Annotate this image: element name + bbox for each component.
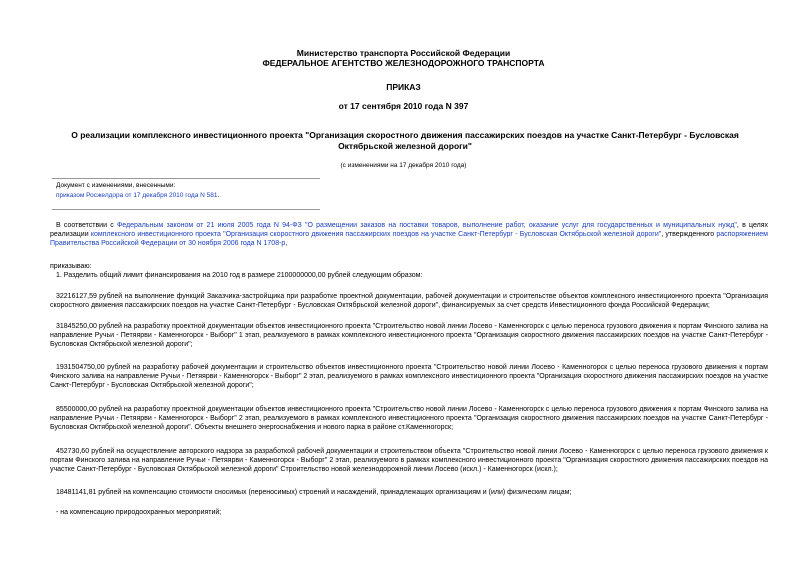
allocation-paragraph: 1931504750,00 рублей на разработку рабочей документации и строительство объектов инвестиционного проекта "Строительство новой линии Лосево - Каменногорск с целью переноса грузового движения к портам Финского залива на направление Ручьи - Петяярви - Каменногорск - Выборг" 2 этап, реализуемого в рамках комплексного инвестиционного проекта "Организация скоростного движения пассажирских поездов на участке Санкт-Петербург - Бусловская Октябрьской железной дороги"; xyxy=(50,364,768,390)
change-box xyxy=(52,181,324,201)
change-box-entry xyxy=(56,191,324,201)
allocation-paragraph: 452730,60 рублей на осуществление авторского надзора за разработкой рабочей документации и строительством объекта "Строительство новой линии Лосево - Каменногорск с целью переноса грузового движения к портам Финского залива на направление Ручьи - Петяярви - Каменногорск - Выборг" 2 этап, реализуемого в рамках комплексного инвестиционного проекта "Организация скоростного движения пассажирских поездов на участке Санкт-Петербург - Бусловская Октябрьской железной дороги" Строительство новой железнодорожной линии Лосево (искл.) - Каменногорск (искл.); xyxy=(50,448,768,474)
allocation-paragraph: 32216127,59 рублей на выполнение функций Заказчика-застройщика при разработке проектной документации, рабочей документации и строительстве объектов комплексного инвестиционного проекта "Организация скоростного движения пассажирских поездов на участке Санкт-Петербург - Бусловская Октябрьской железной дороги", финансируемых за счет средств Инвестиционного фонда Российской Федерации; xyxy=(50,293,768,310)
allocation-paragraph: 85500000,00 рублей на разработку проектной документации объектов инвестиционного проекта "Строительство новой линии Лосево - Каменногорск с целью переноса грузового движения к портам Финского залива на направление Ручьи - Петяярви - Каменногорск - Выборг" 2 этап, реализуемого в рамках комплексного инвестиционного проекта "Организация скоростного движения пассажирских поездов на участке Санкт-Петербург - Бусловская Октябрьской железной дороги". Объекты внешнего энергоснабжения и нового парка в районе ст.Каменногорск; xyxy=(50,406,768,432)
allocation-paragraph: 18481141,81 рублей на компенсацию стоимости сносимых (переносимых) строений и насаждений, принадлежащих организациям и (или) физическим лицам; xyxy=(56,489,572,496)
allocation-paragraph: 31845250,00 рублей на разработку проектной документации объектов инвестиционного проекта "Строительство новой линии Лосево - Каменногорск с целью переноса грузового движения к портам Финского залива на направление Ручьи - Петяярви - Каменногорск - Выборг" 1 этап, реализуемого в рамках комплексного инвестиционного проекта "Организация скоростного движения пассажирских поездов на участке Санкт-Петербург - Бусловская Октябрьской железной дороги"; xyxy=(50,323,768,349)
agency-name: ФЕДЕРАЛЬНОЕ АГЕНТСТВО ЖЕЛЕЗНОДОРОЖНОГО ТРАНСПОРТА xyxy=(262,58,545,68)
preamble-text-2: , в целях реализации xyxy=(50,222,768,239)
preamble-text-3: , утвержденного xyxy=(661,231,717,239)
orders-line: приказываю: xyxy=(50,263,92,270)
allocation-paragraph: - на компенсацию природоохранных мероприятий; xyxy=(56,509,222,516)
government-decree-link[interactable]: распоряжением Правительства Российской Федерации от 30 ноября 2006 года N 1708-р xyxy=(50,231,768,248)
preamble-text-1: В соответствии с xyxy=(56,222,117,229)
preamble-text-4: , xyxy=(285,240,288,248)
investment-project-link[interactable]: комплексного инвестиционного проекта "Организация скоростного движения пассажирских поездов на участке Санкт-Петербург - Бусловская Октябрьской железной дороги" xyxy=(90,231,662,239)
change-box-top-rule xyxy=(52,178,320,179)
amendment-link[interactable]: приказом Росжелдора от 17 декабря 2010 года N 581 xyxy=(56,192,218,199)
order-date: от 17 сентября 2010 года N 397 xyxy=(338,101,469,111)
preamble-paragraph xyxy=(50,221,768,249)
ministry-name: Министерство транспорта Российской Федерации xyxy=(296,48,511,58)
amendment-link-tail: . xyxy=(217,192,220,199)
document-title: О реализации комплексного инвестиционного проекта "Организация скоростного движения пассажирских поездов на участке Санкт-Петербург - Бусловская Октябрьской железной дороги" xyxy=(71,130,739,151)
order-heading: ПРИКАЗ xyxy=(386,82,421,92)
change-box-caption: Документ с изменениями, внесенными: xyxy=(56,182,176,189)
amendment-note: (с изменениями на 17 декабря 2010 года) xyxy=(340,162,467,169)
item-1: 1. Разделить общий лимит финансирования на 2010 год в размере 2100000000,00 рублей следующим образом: xyxy=(56,272,423,279)
change-box-bottom-rule xyxy=(52,209,320,210)
federal-law-link[interactable]: Федеральным законом от 21 июля 2005 года N 94-ФЗ "О размещении заказов на поставки товаров, выполнение работ, оказание услуг для государственных и муниципальных нужд" xyxy=(116,222,737,229)
